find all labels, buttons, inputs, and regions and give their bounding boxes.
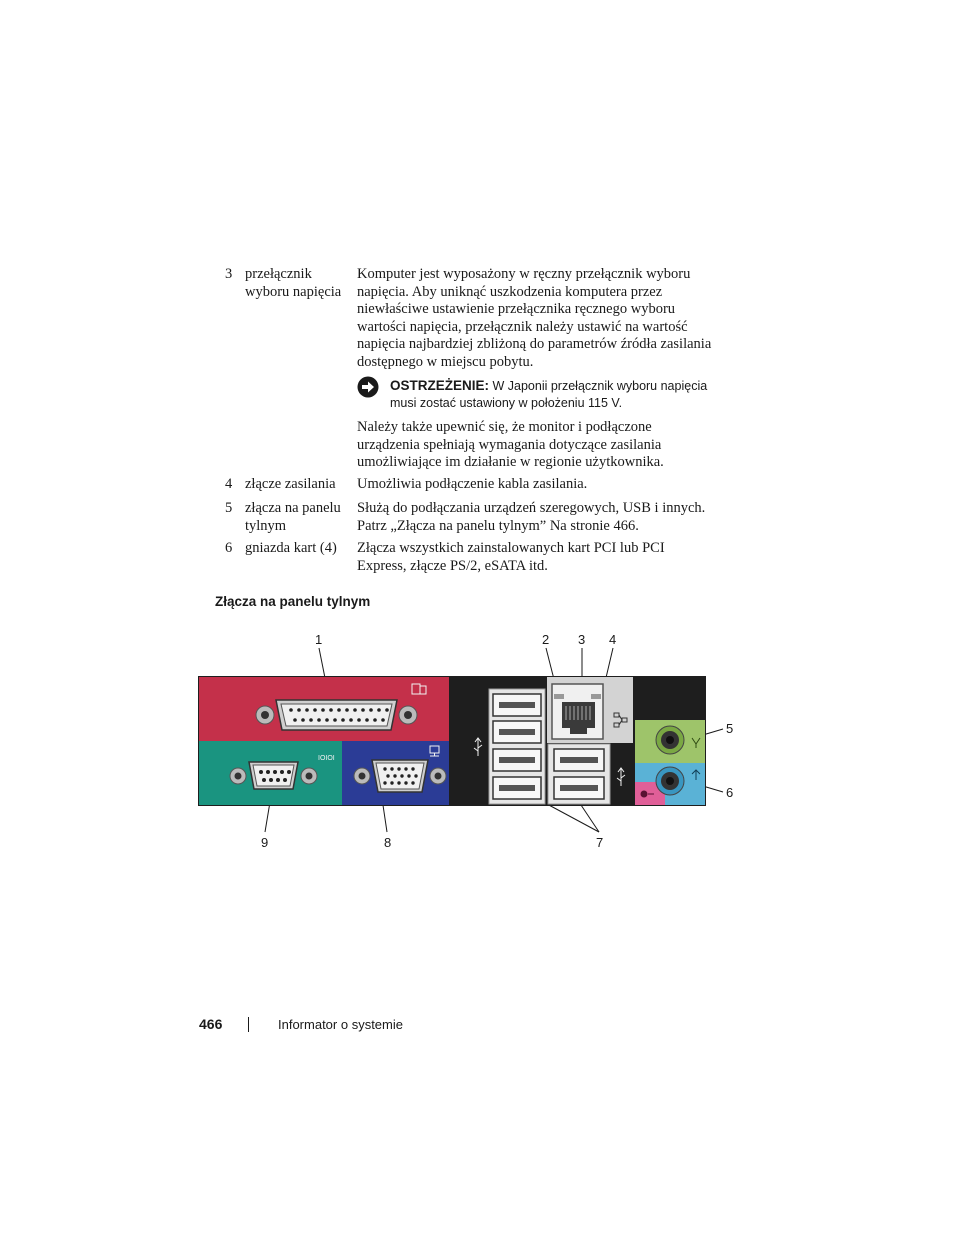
callout-3: 3 [578, 632, 586, 647]
warning-text: W Japonii przełącznik wyboru napięcia musi zostać ustawiony w położeniu 115 V. [390, 379, 708, 410]
callout-4: 4 [609, 632, 617, 647]
back-panel-diagram [198, 676, 706, 806]
callout-5: 5 [726, 721, 734, 736]
callout-2: 2 [542, 632, 550, 647]
parallel-connector [199, 677, 449, 741]
row-number: 6 [225, 540, 233, 556]
row-description: Komputer jest wyposażony w ręczny przełącznik wyboru napięcia. Aby uniknąć uszkodzenia komputera przez niewłaściwe ustawienie przełącznika ręcznego wyboru wartości napięcia, przełącznik należy ustawić na wartość napięcia najbardziej zbliżoną do parametrów źródła zasilania dostępnego w miejscu pobytu. [357, 266, 712, 370]
footer-separator [248, 1017, 249, 1032]
row-description: Umożliwia podłączenie kabla zasilania. [357, 476, 588, 492]
row-term: złącze zasilania [245, 476, 336, 492]
vga-connector [342, 741, 449, 805]
callout-7: 7 [596, 835, 604, 850]
row-description: Złącza wszystkich zainstalowanych kart PCI lub PCI Express, złącze PS/2, eSATA itd. [357, 540, 665, 574]
callout-6: 6 [726, 785, 734, 800]
row-term: gniazda kart (4) [245, 540, 337, 556]
callout-9: 9 [261, 835, 269, 850]
callout-1: 1 [315, 632, 323, 647]
row-number: 4 [225, 476, 233, 492]
warning-label: OSTRZEŻENIE: [390, 378, 490, 393]
row-term: złącza na panelu tylnym [245, 500, 341, 534]
network-connector [547, 677, 633, 743]
link-integrity-light [554, 694, 564, 699]
page-number: 466 [199, 1016, 223, 1032]
row-description: Służą do podłączania urządzeń szeregowych, USB i innych. Patrz „Złącza na panelu tylnym” Na stronie 466. [357, 500, 706, 534]
serial-icon: IOIOI [318, 755, 335, 762]
footer-title: Informator o systemie [278, 1017, 403, 1032]
row-term: przełącznik wyboru napięcia [245, 266, 342, 300]
audio-connectors [635, 720, 705, 805]
network-activity-light [591, 694, 601, 699]
row-number: 5 [225, 500, 233, 516]
serial-connector [199, 741, 342, 805]
section-heading: Złącza na panelu tylnym [215, 594, 371, 609]
callout-8: 8 [384, 835, 392, 850]
row-description-continued: Należy także upewnić się, że monitor i podłączone urządzenia spełniają wymagania dotyczące zasilania umożliwiające im działanie w regionie użytkownika. [357, 419, 664, 470]
row-number: 3 [225, 266, 233, 282]
